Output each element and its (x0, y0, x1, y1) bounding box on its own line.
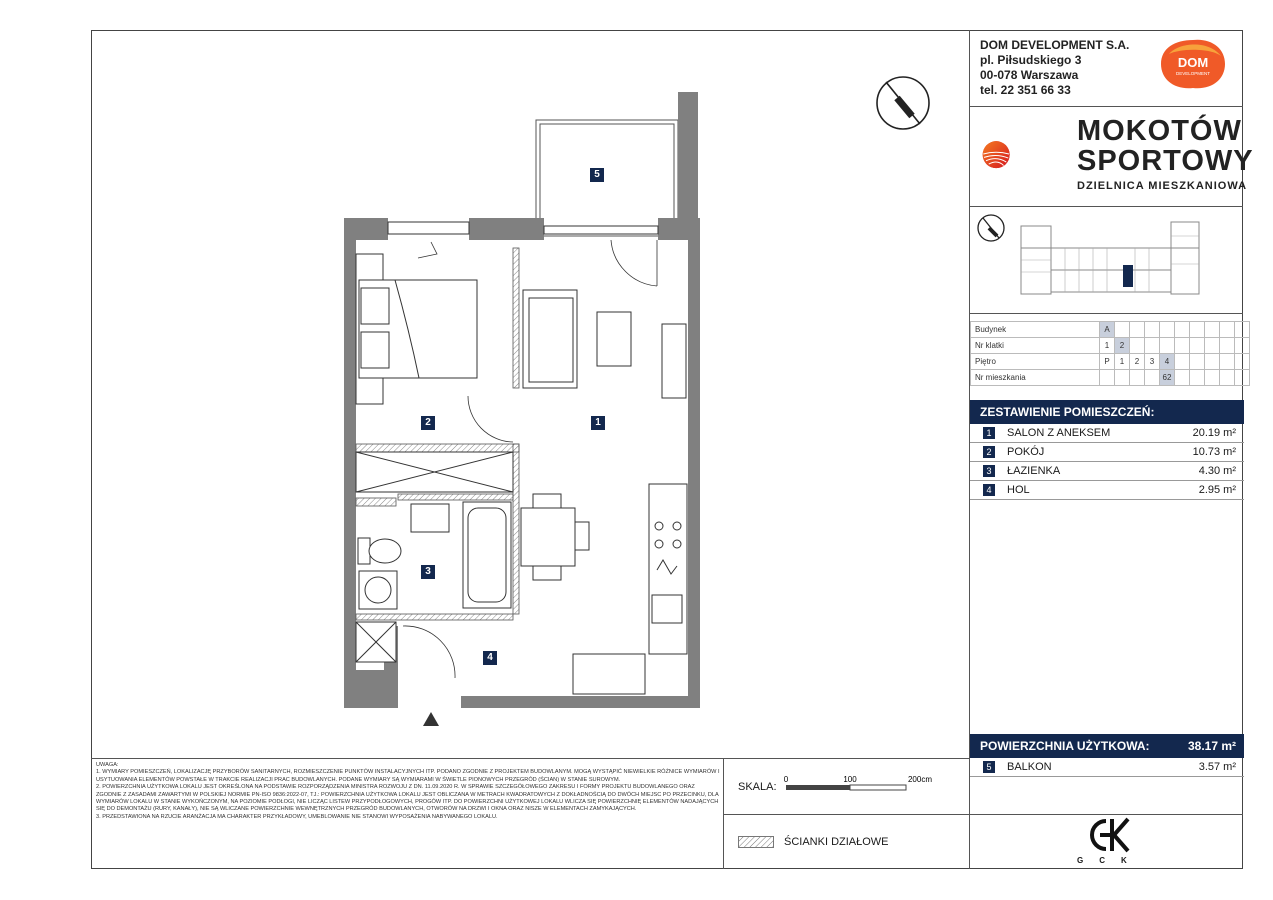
floor-plan (91, 30, 969, 758)
room-area: 20.19 m² (1192, 427, 1236, 439)
note-3: 3. PRZEDSTAWIONA NA RZUCIE ARANŻACJA MA CHARAKTER PRZYKŁADOWY, UMEBLOWANIE NIE STANOWI WYPOSAŻENIA NABYWANEGO LOKALU. (96, 813, 498, 820)
brand-line-1: MOKOTÓW (1077, 115, 1242, 147)
balcony-name: BALKON (1007, 761, 1052, 773)
room-number: 2 (983, 446, 995, 458)
highlighted-apartment (1123, 265, 1133, 287)
rooms-summary-header: ZESTAWIENIE POMIESZCZEŃ: (970, 400, 1244, 424)
scale-tick-100: 100 (843, 775, 857, 784)
pietro-4: 4 (1160, 354, 1175, 370)
notes-block (96, 762, 721, 821)
budynek-a: A (1100, 322, 1115, 338)
apartment-info-table (970, 321, 1250, 386)
legend-divider (723, 814, 969, 815)
label-pietro: Piętro (971, 354, 1100, 370)
pietro-p: P (1100, 354, 1115, 370)
room-area: 10.73 m² (1192, 446, 1236, 458)
usable-area-label: POWIERZCHNIA UŻYTKOWA: (980, 739, 1150, 753)
room-area: 4.30 m² (1198, 465, 1236, 477)
plan-label-5: 5 (590, 168, 604, 182)
company-name: DOM DEVELOPMENT S.A. (980, 38, 1130, 52)
company-address-2: 00-078 Warszawa (980, 68, 1079, 82)
brand-subtitle: DZIELNICA MIESZKANIOWA (1077, 180, 1248, 192)
pietro-3: 3 (1145, 354, 1160, 370)
room-row-1 (970, 424, 1244, 443)
row-mieszkanie (971, 370, 1250, 386)
plan-label-3: 3 (421, 565, 435, 579)
label-mieszkanie: Nr mieszkania (971, 370, 1100, 386)
room-row-2 (970, 443, 1244, 462)
klatka-2: 2 (1115, 338, 1130, 354)
room-area: 2.95 m² (1198, 484, 1236, 496)
header-divider-2 (969, 206, 1243, 207)
balcony-row (970, 758, 1244, 777)
note-1: 1. WYMIARY POMIESZCZEŃ, LOKALIZACJĘ PRZYBORÓW SANITARNYCH, ROZMIESZCZENIE PUNKTÓW INSTALACYJNYCH ITP. PODANO ZGODNIE Z PROJEKTEM BUDOWLANYM. MOGĄ WYSTĄPIĆ NIEWIELKIE RÓŻNICE WYMIARÓW I USYTUOWANIA ELEMENTÓW POWSTAŁE W TRAKCIE REALIZACJI PRAC BUDOWLANYCH. PODANE WYMIARY SĄ WYMIARAMI W ŚWIETLE PIONOWYCH PRZEGRÓD (ŚCIAN) W STANIE SUROWYM. (96, 769, 720, 783)
row-pietro (971, 354, 1250, 370)
usable-area-header (970, 734, 1244, 758)
pietro-1: 1 (1115, 354, 1130, 370)
room-number: 4 (983, 484, 995, 496)
klatka-1: 1 (1100, 338, 1115, 354)
room-number: 3 (983, 465, 995, 477)
room-name: ŁAZIENKA (1007, 465, 1061, 477)
plan-label-2: 2 (421, 416, 435, 430)
usable-area-value: 38.17 m² (1187, 739, 1236, 753)
room-row-3 (970, 462, 1244, 481)
scale-tick-0: 0 (783, 775, 789, 784)
notes-title: UWAGA: (96, 762, 119, 768)
room-row-4 (970, 481, 1244, 500)
room-name: HOL (1007, 484, 1030, 496)
scale-bar (780, 772, 940, 796)
logo-text-dom: DOM (1177, 55, 1209, 70)
company-phone: tel. 22 351 66 33 (980, 83, 1071, 97)
plan-label-1: 1 (591, 416, 605, 430)
row-budynek (971, 322, 1250, 338)
room-name: POKÓJ (1007, 446, 1045, 458)
note-2: 2. POWIERZCHNIA UŻYTKOWA LOKALU JEST OKREŚLONA NA PODSTAWIE ROZPORZĄDZENIA MINISTRA ROZWOJU Z DN. 11.09.2020 R. W SPRAWIE SZCZEGÓŁOWEGO ZAKRESU I FORMY PROJEKTU BUDOWLANEGO ORAZ ZGODNIE Z ZASADAMI ZAWARTYMI W POLSKIEJ NORMIE PN-ISO 9836:2022-07, TJ.: POWIERZCHNIA UŻYTKOWA LOKALU JEST OBLICZANA W METRACH KWADRATOWYCH Z DOKŁADNOŚCIĄ DO DWÓCH MIEJSC PO PRZECINKU, DLA WYMIARÓW LOKALU W STANIE WYKOŃCZONYM, NA POZIOMIE PODŁOGI, NIE LICZĄC LISTEW PRZYPODŁOGOWYCH, PROGÓW ITP. DO POWIERZCHNI UŻYTKOWEJ LOKALU WLICZA SIĘ POWIERZCHNIĘ ELEMENTÓW NADAJĄCYCH SIĘ DO DEMONTAŻU (RURY, KANAŁY), NIE SĄ WLICZANE POWIERZCHNIE WEWNĘTRZNYCH PRZEGRÓD BUDOWLANYCH, OTWORÓW NA DRZWI I OKNA ORAZ NISZE W ELEMENTACH ZAMYKAJĄCYCH. (96, 784, 719, 813)
gck-logo-text: GCK (1077, 856, 1143, 865)
row-klatka (971, 338, 1250, 354)
balcony-area: 3.57 m² (1198, 761, 1236, 773)
scale-label: SKALA: (738, 781, 777, 793)
partition-legend-swatch (738, 836, 774, 848)
room-name: SALON Z ANEKSEM (1007, 427, 1111, 439)
logo-text-development: DEVELOPMENT (1175, 71, 1211, 76)
building-key-plan (975, 208, 1240, 306)
dom-development-logo (1159, 38, 1227, 90)
brand-line-2: SPORTOWY (1077, 145, 1254, 177)
scale-tick-200: 200cm (907, 775, 933, 784)
compass-small-icon (978, 215, 1004, 241)
room-number: 1 (983, 427, 995, 439)
balcony-number: 5 (983, 761, 995, 773)
company-info (980, 38, 1129, 98)
brand-title (1077, 116, 1254, 176)
footer-divider (91, 758, 969, 759)
partition-legend-label: ŚCIANKI DZIAŁOWE (784, 836, 889, 848)
label-budynek: Budynek (971, 322, 1100, 338)
plan-label-4: 4 (483, 651, 497, 665)
pietro-2: 2 (1130, 354, 1145, 370)
mieszkanie-number: 62 (1160, 370, 1175, 386)
header-divider-1 (969, 106, 1243, 107)
header-divider-3 (969, 313, 1243, 314)
mokotow-sportowy-logo (982, 112, 1067, 198)
company-address-1: pl. Piłsudskiego 3 (980, 53, 1082, 67)
label-klatka: Nr klatki (971, 338, 1100, 354)
